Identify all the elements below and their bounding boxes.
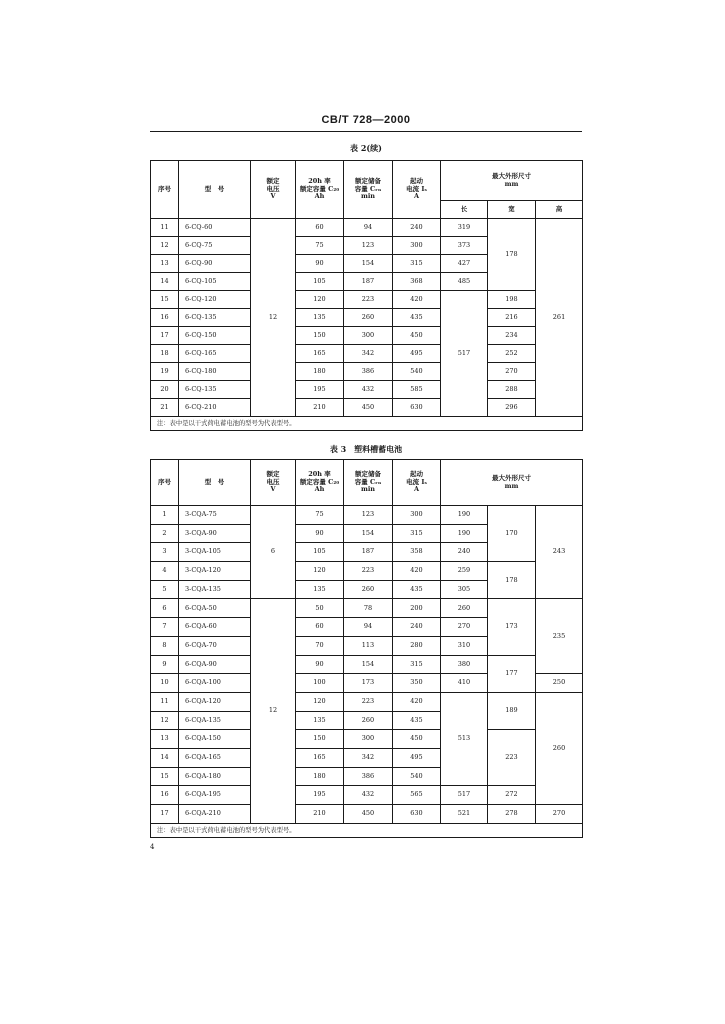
cell: 165: [296, 345, 344, 363]
header-seq: 序号: [151, 161, 179, 219]
cell: 90: [296, 524, 344, 543]
cell: 1: [151, 506, 179, 525]
cell: 259: [441, 562, 488, 581]
standard-number: CB/T 728—2000: [321, 114, 411, 126]
cell: 60: [296, 219, 344, 237]
cell: 260: [344, 711, 393, 730]
cell: 16: [151, 786, 179, 805]
cell-width: 173: [488, 599, 536, 655]
cell: 6-CQ-180: [179, 363, 251, 381]
header-current: 起动 电流 Iₛ A: [393, 460, 441, 506]
cell: 420: [393, 562, 441, 581]
header-width: 宽: [488, 201, 536, 219]
cell: 21: [151, 399, 179, 417]
table-a: [150, 160, 583, 431]
cell: 342: [344, 748, 393, 767]
cell: 195: [296, 786, 344, 805]
cell: 11: [151, 219, 179, 237]
cell: 113: [344, 636, 393, 655]
cell: 180: [296, 767, 344, 786]
cell: 165: [296, 748, 344, 767]
cell: 260: [344, 580, 393, 599]
cell: 234: [488, 327, 536, 345]
cell: 14: [151, 273, 179, 291]
cell: 272: [488, 786, 536, 805]
cell-height: 235: [536, 599, 583, 674]
cell: 305: [441, 580, 488, 599]
cell: 427: [441, 255, 488, 273]
cell: 3-CQA-75: [179, 506, 251, 525]
cell: 450: [344, 805, 393, 824]
cell: 630: [393, 805, 441, 824]
cell-length: 517: [441, 291, 488, 417]
table-b: [150, 459, 583, 838]
cell: 420: [393, 291, 441, 309]
header-current: 起动 电流 Iₛ A: [393, 161, 441, 219]
cell: 6-CQA-60: [179, 618, 251, 637]
cell: 300: [344, 730, 393, 749]
cell: 368: [393, 273, 441, 291]
cell-voltage: 12: [251, 599, 296, 823]
cell: 154: [344, 255, 393, 273]
cell: 6-CQ-150: [179, 327, 251, 345]
cell: 6-CQ-120: [179, 291, 251, 309]
cell: 315: [393, 255, 441, 273]
cell-height: 243: [536, 506, 583, 599]
cell: 6-CQ-75: [179, 237, 251, 255]
cell: 386: [344, 363, 393, 381]
cell: 270: [536, 805, 583, 824]
header-model: 型 号: [179, 161, 251, 219]
cell: 223: [344, 692, 393, 711]
cell: 20: [151, 381, 179, 399]
cell: 14: [151, 748, 179, 767]
cell: 94: [344, 618, 393, 637]
cell: 12: [151, 711, 179, 730]
cell: 485: [441, 273, 488, 291]
cell: 3-CQA-105: [179, 543, 251, 562]
cell: 6-CQA-150: [179, 730, 251, 749]
cell: 6-CQ-90: [179, 255, 251, 273]
cell: 6-CQA-195: [179, 786, 251, 805]
cell: 435: [393, 580, 441, 599]
cell: 6-CQA-100: [179, 674, 251, 693]
cell: 6-CQA-180: [179, 767, 251, 786]
cell: 450: [393, 730, 441, 749]
cell: 410: [441, 674, 488, 693]
cell: 3-CQA-135: [179, 580, 251, 599]
cell: 11: [151, 692, 179, 711]
cell-width: 170: [488, 506, 536, 562]
cell: 135: [296, 309, 344, 327]
cell: 6-CQA-210: [179, 805, 251, 824]
cell-width: 189: [488, 692, 536, 729]
header-height: 高: [536, 201, 583, 219]
cell-height: 261: [536, 219, 583, 417]
cell: 18: [151, 345, 179, 363]
cell: 150: [296, 327, 344, 345]
cell: 120: [296, 291, 344, 309]
cell: 435: [393, 309, 441, 327]
cell: 380: [441, 655, 488, 674]
cell: 16: [151, 309, 179, 327]
cell: 195: [296, 381, 344, 399]
cell: 540: [393, 363, 441, 381]
cell: 240: [441, 543, 488, 562]
cell: 450: [344, 399, 393, 417]
cell: 90: [296, 255, 344, 273]
cell: 135: [296, 580, 344, 599]
cell: 210: [296, 805, 344, 824]
cell: 105: [296, 273, 344, 291]
cell: 210: [296, 399, 344, 417]
cell: 198: [488, 291, 536, 309]
cell: 240: [393, 219, 441, 237]
cell: 2: [151, 524, 179, 543]
cell: 15: [151, 291, 179, 309]
cell: 6-CQ-135: [179, 381, 251, 399]
cell: 216: [488, 309, 536, 327]
cell: 223: [344, 562, 393, 581]
cell-length: 513: [441, 692, 488, 785]
cell: 450: [393, 327, 441, 345]
cell: 223: [344, 291, 393, 309]
cell: 50: [296, 599, 344, 618]
cell: 75: [296, 506, 344, 525]
cell-height: 250: [536, 674, 583, 693]
cell: 17: [151, 327, 179, 345]
cell: 517: [441, 786, 488, 805]
cell: 100: [296, 674, 344, 693]
cell-height: 260: [536, 692, 583, 804]
cell: 6-CQA-50: [179, 599, 251, 618]
cell: 19: [151, 363, 179, 381]
cell: 6-CQ-210: [179, 399, 251, 417]
cell: 154: [344, 655, 393, 674]
cell: 565: [393, 786, 441, 805]
cell: 3-CQA-90: [179, 524, 251, 543]
cell: 70: [296, 636, 344, 655]
table-a-note: 注：表中是以干式荷电蓄电池的型号为代表型号。: [151, 417, 583, 431]
cell: 6: [151, 599, 179, 618]
cell: 240: [393, 618, 441, 637]
cell: 187: [344, 273, 393, 291]
cell: 5: [151, 580, 179, 599]
header-reserve: 额定储备 容量 Cᵣₙ min: [344, 460, 393, 506]
header-voltage: 额定 电压 V: [251, 161, 296, 219]
cell: 60: [296, 618, 344, 637]
header-dims: 最大外形尺寸 mm: [441, 161, 583, 201]
cell: 270: [441, 618, 488, 637]
cell: 120: [296, 692, 344, 711]
cell: 6-CQA-135: [179, 711, 251, 730]
cell: 190: [441, 524, 488, 543]
header-reserve: 额定储备 容量 Cᵣₙ min: [344, 161, 393, 219]
cell-width: 178: [488, 562, 536, 599]
header-dims: 最大外形尺寸 mm: [441, 460, 583, 506]
cell: 135: [296, 711, 344, 730]
cell: 94: [344, 219, 393, 237]
cell: 386: [344, 767, 393, 786]
cell: 150: [296, 730, 344, 749]
header-model: 型 号: [179, 460, 251, 506]
cell: 90: [296, 655, 344, 674]
cell: 4: [151, 562, 179, 581]
cell: 350: [393, 674, 441, 693]
table-b-caption: 表 3 塑料槽蓄电池: [329, 444, 403, 454]
cell: 6-CQA-120: [179, 692, 251, 711]
cell: 495: [393, 748, 441, 767]
cell-voltage: 12: [251, 219, 296, 417]
cell-voltage: 6: [251, 506, 296, 599]
cell: 6-CQA-90: [179, 655, 251, 674]
cell: 123: [344, 506, 393, 525]
cell: 187: [344, 543, 393, 562]
cell: 12: [151, 237, 179, 255]
cell: 373: [441, 237, 488, 255]
cell: 3-CQA-120: [179, 562, 251, 581]
cell: 521: [441, 805, 488, 824]
table-a-caption: 表 2(续): [350, 143, 382, 153]
cell-width: 223: [488, 730, 536, 786]
cell: 8: [151, 636, 179, 655]
cell: 358: [393, 543, 441, 562]
cell: 315: [393, 655, 441, 674]
cell: 10: [151, 674, 179, 693]
cell: 3: [151, 543, 179, 562]
header-rule: [150, 131, 582, 132]
cell: 270: [488, 363, 536, 381]
cell: 540: [393, 767, 441, 786]
cell: 288: [488, 381, 536, 399]
cell: 300: [393, 506, 441, 525]
cell: 173: [344, 674, 393, 693]
cell: 435: [393, 711, 441, 730]
cell: 432: [344, 786, 393, 805]
header-capacity: 20h 率 额定容量 C₂₀ Ah: [296, 460, 344, 506]
header-capacity: 20h 率 额定容量 C₂₀ Ah: [296, 161, 344, 219]
cell: 342: [344, 345, 393, 363]
cell: 200: [393, 599, 441, 618]
cell: 13: [151, 255, 179, 273]
cell: 78: [344, 599, 393, 618]
cell: 630: [393, 399, 441, 417]
cell: 585: [393, 381, 441, 399]
cell: 300: [393, 237, 441, 255]
cell: 296: [488, 399, 536, 417]
cell: 6-CQA-165: [179, 748, 251, 767]
cell: 252: [488, 345, 536, 363]
cell: 120: [296, 562, 344, 581]
cell: 319: [441, 219, 488, 237]
table-b-note: 注：表中是以干式荷电蓄电池的型号为代表型号。: [151, 823, 583, 837]
cell: 432: [344, 381, 393, 399]
cell: 280: [393, 636, 441, 655]
cell: 6-CQ-135: [179, 309, 251, 327]
header-seq: 序号: [151, 460, 179, 506]
page-number: 4: [150, 843, 155, 851]
cell: 6-CQA-70: [179, 636, 251, 655]
header-length: 长: [441, 201, 488, 219]
cell: 315: [393, 524, 441, 543]
cell: 310: [441, 636, 488, 655]
cell: 300: [344, 327, 393, 345]
cell: 123: [344, 237, 393, 255]
cell: 9: [151, 655, 179, 674]
cell: 75: [296, 237, 344, 255]
cell: 6-CQ-165: [179, 345, 251, 363]
cell-width: 178: [488, 219, 536, 291]
cell: 105: [296, 543, 344, 562]
cell: 495: [393, 345, 441, 363]
cell: 420: [393, 692, 441, 711]
cell: 17: [151, 805, 179, 824]
cell: 180: [296, 363, 344, 381]
cell: 190: [441, 506, 488, 525]
cell: 154: [344, 524, 393, 543]
cell: 15: [151, 767, 179, 786]
cell: 13: [151, 730, 179, 749]
cell: 6-CQ-105: [179, 273, 251, 291]
cell: 260: [441, 599, 488, 618]
cell-width: 177: [488, 655, 536, 692]
cell: 260: [344, 309, 393, 327]
cell: 6-CQ-60: [179, 219, 251, 237]
cell: 278: [488, 805, 536, 824]
header-voltage: 额定 电压 V: [251, 460, 296, 506]
cell: 7: [151, 618, 179, 637]
